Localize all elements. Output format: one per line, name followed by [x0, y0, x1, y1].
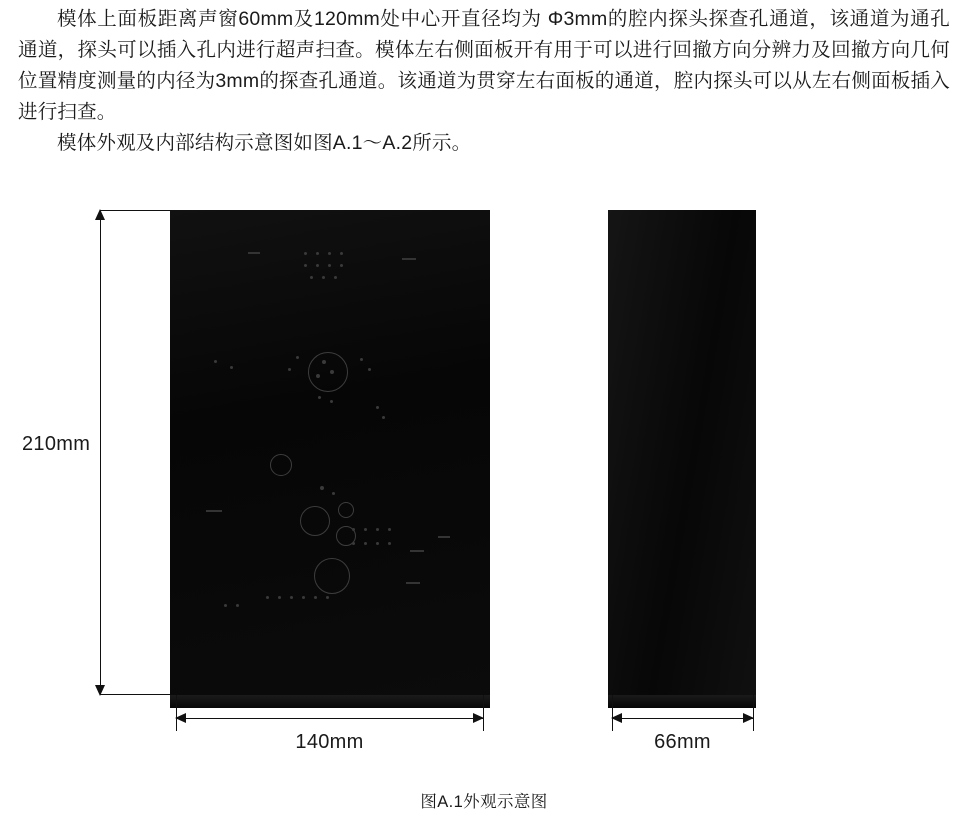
- target-dot: [382, 416, 385, 419]
- target-dot: [352, 542, 355, 545]
- target-dot: [290, 596, 293, 599]
- target-dot: [330, 370, 334, 374]
- target-tick: [402, 258, 416, 260]
- target-ring: [308, 352, 348, 392]
- target-dot: [376, 528, 379, 531]
- cyst-ring: [300, 506, 330, 536]
- target-tick: [438, 536, 450, 538]
- target-dot: [320, 486, 324, 490]
- arrow-left-icon: [175, 713, 186, 723]
- extension-line-bottom: [100, 694, 176, 695]
- target-dot: [364, 528, 367, 531]
- target-tick: [248, 252, 260, 254]
- target-dot: [302, 596, 305, 599]
- target-dot: [316, 264, 319, 267]
- target-dot: [288, 368, 291, 371]
- figure-a1: [0, 190, 968, 820]
- dimension-line-height: [100, 210, 101, 695]
- target-tick: [206, 510, 222, 512]
- target-dot: [334, 276, 337, 279]
- dimension-line-width-front: [176, 718, 483, 719]
- target-dot: [352, 528, 355, 531]
- arrow-down-icon: [95, 685, 105, 696]
- target-dot: [314, 596, 317, 599]
- paragraph-1: 模体上面板距离声窗60mm及120mm处中心开直径均为 Φ3mm的腔内探头探查孔通道，该通道为通孔通道，探头可以插入孔内进行超声扫查。模体左右侧面板开有用于可以进行回撤方向分辨力及回撤方向几何位置精度测量的内径为3mm的探查孔通道。该通道为贯穿左右面板的通道，腔内探头可以从左右侧面板插入进行扫查。: [18, 8, 950, 123]
- target-dot: [330, 400, 333, 403]
- target-dot: [322, 360, 326, 364]
- target-dot: [304, 264, 307, 267]
- target-dot: [224, 604, 227, 607]
- dimension-label-height: 210mm: [22, 433, 91, 455]
- target-dot: [368, 368, 371, 371]
- target-dot: [388, 528, 391, 531]
- target-dot: [214, 360, 217, 363]
- cyst-ring: [314, 558, 350, 594]
- arrow-left-icon: [611, 713, 622, 723]
- target-dot: [328, 252, 331, 255]
- target-dot: [316, 374, 320, 378]
- cyst-ring: [270, 454, 292, 476]
- target-dot: [318, 396, 321, 399]
- target-dot: [236, 604, 239, 607]
- target-dot: [340, 264, 343, 267]
- target-dot: [388, 542, 391, 545]
- target-dot: [332, 492, 335, 495]
- target-tick: [406, 582, 420, 584]
- paragraph-2: 模体外观及内部结构示意图如图A.1～A.2所示。: [57, 132, 472, 154]
- arrow-up-icon: [95, 209, 105, 220]
- target-dot: [316, 252, 319, 255]
- target-dot: [340, 252, 343, 255]
- figure-caption: 图A.1外观示意图: [420, 793, 548, 811]
- phantom-side-view: [608, 210, 756, 695]
- target-dot: [310, 276, 313, 279]
- dimension-label-width-side: 66mm: [654, 731, 711, 753]
- target-dot: [230, 366, 233, 369]
- arrow-right-icon: [473, 713, 484, 723]
- target-dot: [266, 596, 269, 599]
- target-dot: [360, 358, 363, 361]
- target-dot: [326, 596, 329, 599]
- cyst-ring: [338, 502, 354, 518]
- target-dot: [278, 596, 281, 599]
- target-tick: [410, 550, 424, 552]
- body-text: [18, 4, 950, 159]
- target-dot: [376, 406, 379, 409]
- target-dot: [376, 542, 379, 545]
- extension-line-top: [100, 210, 176, 211]
- target-dot: [328, 264, 331, 267]
- target-dot: [364, 542, 367, 545]
- target-dot: [296, 356, 299, 359]
- arrow-right-icon: [743, 713, 754, 723]
- dimension-line-width-side: [612, 718, 753, 719]
- target-dot: [322, 276, 325, 279]
- dimension-label-width-front: 140mm: [295, 731, 364, 753]
- target-dot: [304, 252, 307, 255]
- phantom-front-view: [170, 210, 490, 695]
